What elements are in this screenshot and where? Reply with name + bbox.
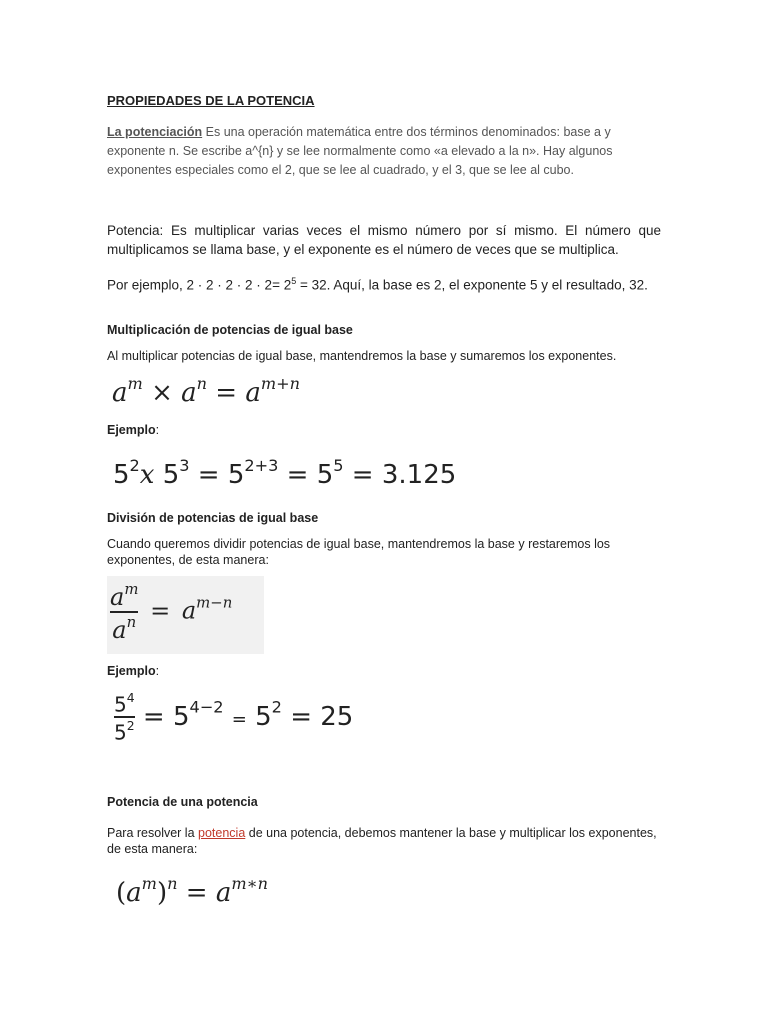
div-example-colon: : bbox=[155, 664, 160, 678]
potencia-link[interactable]: potencia bbox=[198, 826, 246, 840]
mult-example bbox=[113, 456, 456, 490]
div-formula-exp: m−n bbox=[196, 593, 233, 612]
mult-formula-exp1: m bbox=[127, 374, 143, 393]
div-num-exp: m bbox=[124, 580, 139, 598]
example-text-sup: 5 bbox=[291, 276, 297, 286]
div-ex-num-base: 5 bbox=[114, 692, 127, 717]
mult-formula-base2: a bbox=[181, 378, 197, 409]
div-example-denominator bbox=[114, 716, 135, 744]
div-formula-base: a bbox=[181, 596, 197, 625]
section-div-text: Cuando queremos dividir potencias de igual base, mantendremos la base y restaremos los exponentes, de esta manera: bbox=[107, 537, 611, 567]
pow-inner-base: a bbox=[126, 878, 142, 909]
example-text-before: Por ejemplo, 2 · 2 · 2 · 2 · 2= 2 bbox=[107, 277, 292, 293]
div-formula-denominator bbox=[110, 611, 138, 644]
mult-formula-exp3: m+n bbox=[260, 374, 301, 393]
div-formula-numerator bbox=[110, 580, 138, 611]
mult-formula-equals: = bbox=[215, 378, 238, 409]
mult-formula-times: × bbox=[151, 378, 173, 409]
section-mult-heading: Multiplicación de potencias de igual base bbox=[107, 323, 353, 337]
mult-ex-result: 3.125 bbox=[381, 460, 457, 491]
div-example-numerator bbox=[114, 690, 135, 716]
div-den-exp: n bbox=[126, 613, 137, 632]
mult-ex-b4: 5 bbox=[316, 460, 334, 491]
intro-term: La potenciación bbox=[107, 125, 203, 139]
mult-ex-e1: 2 bbox=[129, 456, 140, 475]
div-example-label-text: Ejemplo bbox=[107, 664, 156, 678]
mult-ex-eq2: = bbox=[286, 460, 309, 491]
mult-formula bbox=[112, 374, 300, 408]
div-ex-result: 25 bbox=[320, 701, 354, 732]
example-text-after: = 32. Aquí, la base es 2, el exponente 5 y el resultado, 32. bbox=[296, 277, 648, 293]
definition-paragraph: Potencia: Es multiplicar varias veces el mismo número por sí mismo. El número que multiplicamos se llama base, y el exponente es el número de veces que se multiplica. bbox=[107, 223, 661, 257]
pow-open-paren: ( bbox=[116, 878, 127, 909]
pow-inner-exp: m bbox=[141, 874, 157, 893]
mult-ex-e4: 5 bbox=[333, 456, 344, 475]
div-formula-fraction bbox=[110, 580, 138, 644]
intro-text: Es una operación matemática entre dos términos denominados: base a y exponente n. Se escribe a^{n} y se lee normalmente como «a elevado a la n». Hay algunos exponentes especiales como el 2, que se lee al cuadrado, y el 3, que se lee al cubo. bbox=[107, 125, 613, 177]
mult-ex-eq1: = bbox=[197, 460, 220, 491]
mult-ex-b2: 5 bbox=[162, 460, 180, 491]
div-example-fraction bbox=[114, 690, 135, 745]
pow-text-after: de una potencia, debemos mantener la base y multiplicar los exponentes, de esta manera: bbox=[107, 826, 657, 856]
pow-result-exp: m∗n bbox=[231, 874, 268, 893]
div-ex-b1: 5 bbox=[172, 701, 190, 732]
pow-outer-exp: n bbox=[167, 874, 178, 893]
pow-result-base: a bbox=[215, 878, 232, 909]
pow-equals: = bbox=[185, 878, 208, 909]
mult-formula-base3: a bbox=[245, 378, 261, 409]
div-ex-eq2: = bbox=[231, 708, 247, 730]
mult-ex-e2: 3 bbox=[179, 456, 190, 475]
div-ex-num-exp: 4 bbox=[126, 690, 135, 705]
div-num-base: a bbox=[110, 583, 125, 612]
mult-ex-b3: 5 bbox=[227, 460, 245, 491]
mult-example-label-text: Ejemplo bbox=[107, 423, 156, 437]
mult-formula-base1: a bbox=[112, 378, 128, 409]
section-pow-text bbox=[107, 825, 667, 857]
div-ex-e2: 2 bbox=[271, 697, 282, 717]
div-example bbox=[114, 690, 353, 745]
mult-ex-e3: 2+3 bbox=[244, 456, 279, 475]
div-ex-e1: 4−2 bbox=[189, 697, 224, 717]
page-title: PROPIEDADES DE LA POTENCIA bbox=[107, 93, 315, 108]
div-formula-equals: = bbox=[150, 596, 171, 625]
mult-example-colon: : bbox=[155, 423, 160, 437]
pow-formula bbox=[116, 874, 268, 908]
div-ex-eq1: = bbox=[142, 701, 165, 732]
mult-example-label bbox=[107, 423, 159, 437]
example-paragraph bbox=[107, 272, 661, 295]
mult-ex-eq3: = bbox=[351, 460, 374, 491]
pow-close-paren: ) bbox=[156, 878, 168, 909]
div-ex-b2: 5 bbox=[255, 701, 272, 732]
pow-text-before: Para resolver la bbox=[107, 826, 199, 840]
mult-ex-x: x bbox=[139, 460, 155, 491]
div-ex-eq3: = bbox=[290, 701, 312, 732]
section-mult-text: Al multiplicar potencias de igual base, mantendremos la base y sumaremos los exponentes. bbox=[107, 349, 617, 363]
mult-formula-exp2: n bbox=[196, 374, 208, 393]
section-pow-heading: Potencia de una potencia bbox=[107, 795, 258, 809]
div-den-base: a bbox=[112, 616, 127, 645]
intro-paragraph bbox=[107, 123, 667, 180]
div-example-label bbox=[107, 664, 159, 678]
section-div-heading: División de potencias de igual base bbox=[107, 511, 319, 525]
div-ex-den-exp: 2 bbox=[126, 718, 135, 734]
div-ex-den-base: 5 bbox=[114, 720, 127, 745]
mult-ex-b1: 5 bbox=[113, 460, 130, 491]
div-formula bbox=[110, 580, 232, 644]
